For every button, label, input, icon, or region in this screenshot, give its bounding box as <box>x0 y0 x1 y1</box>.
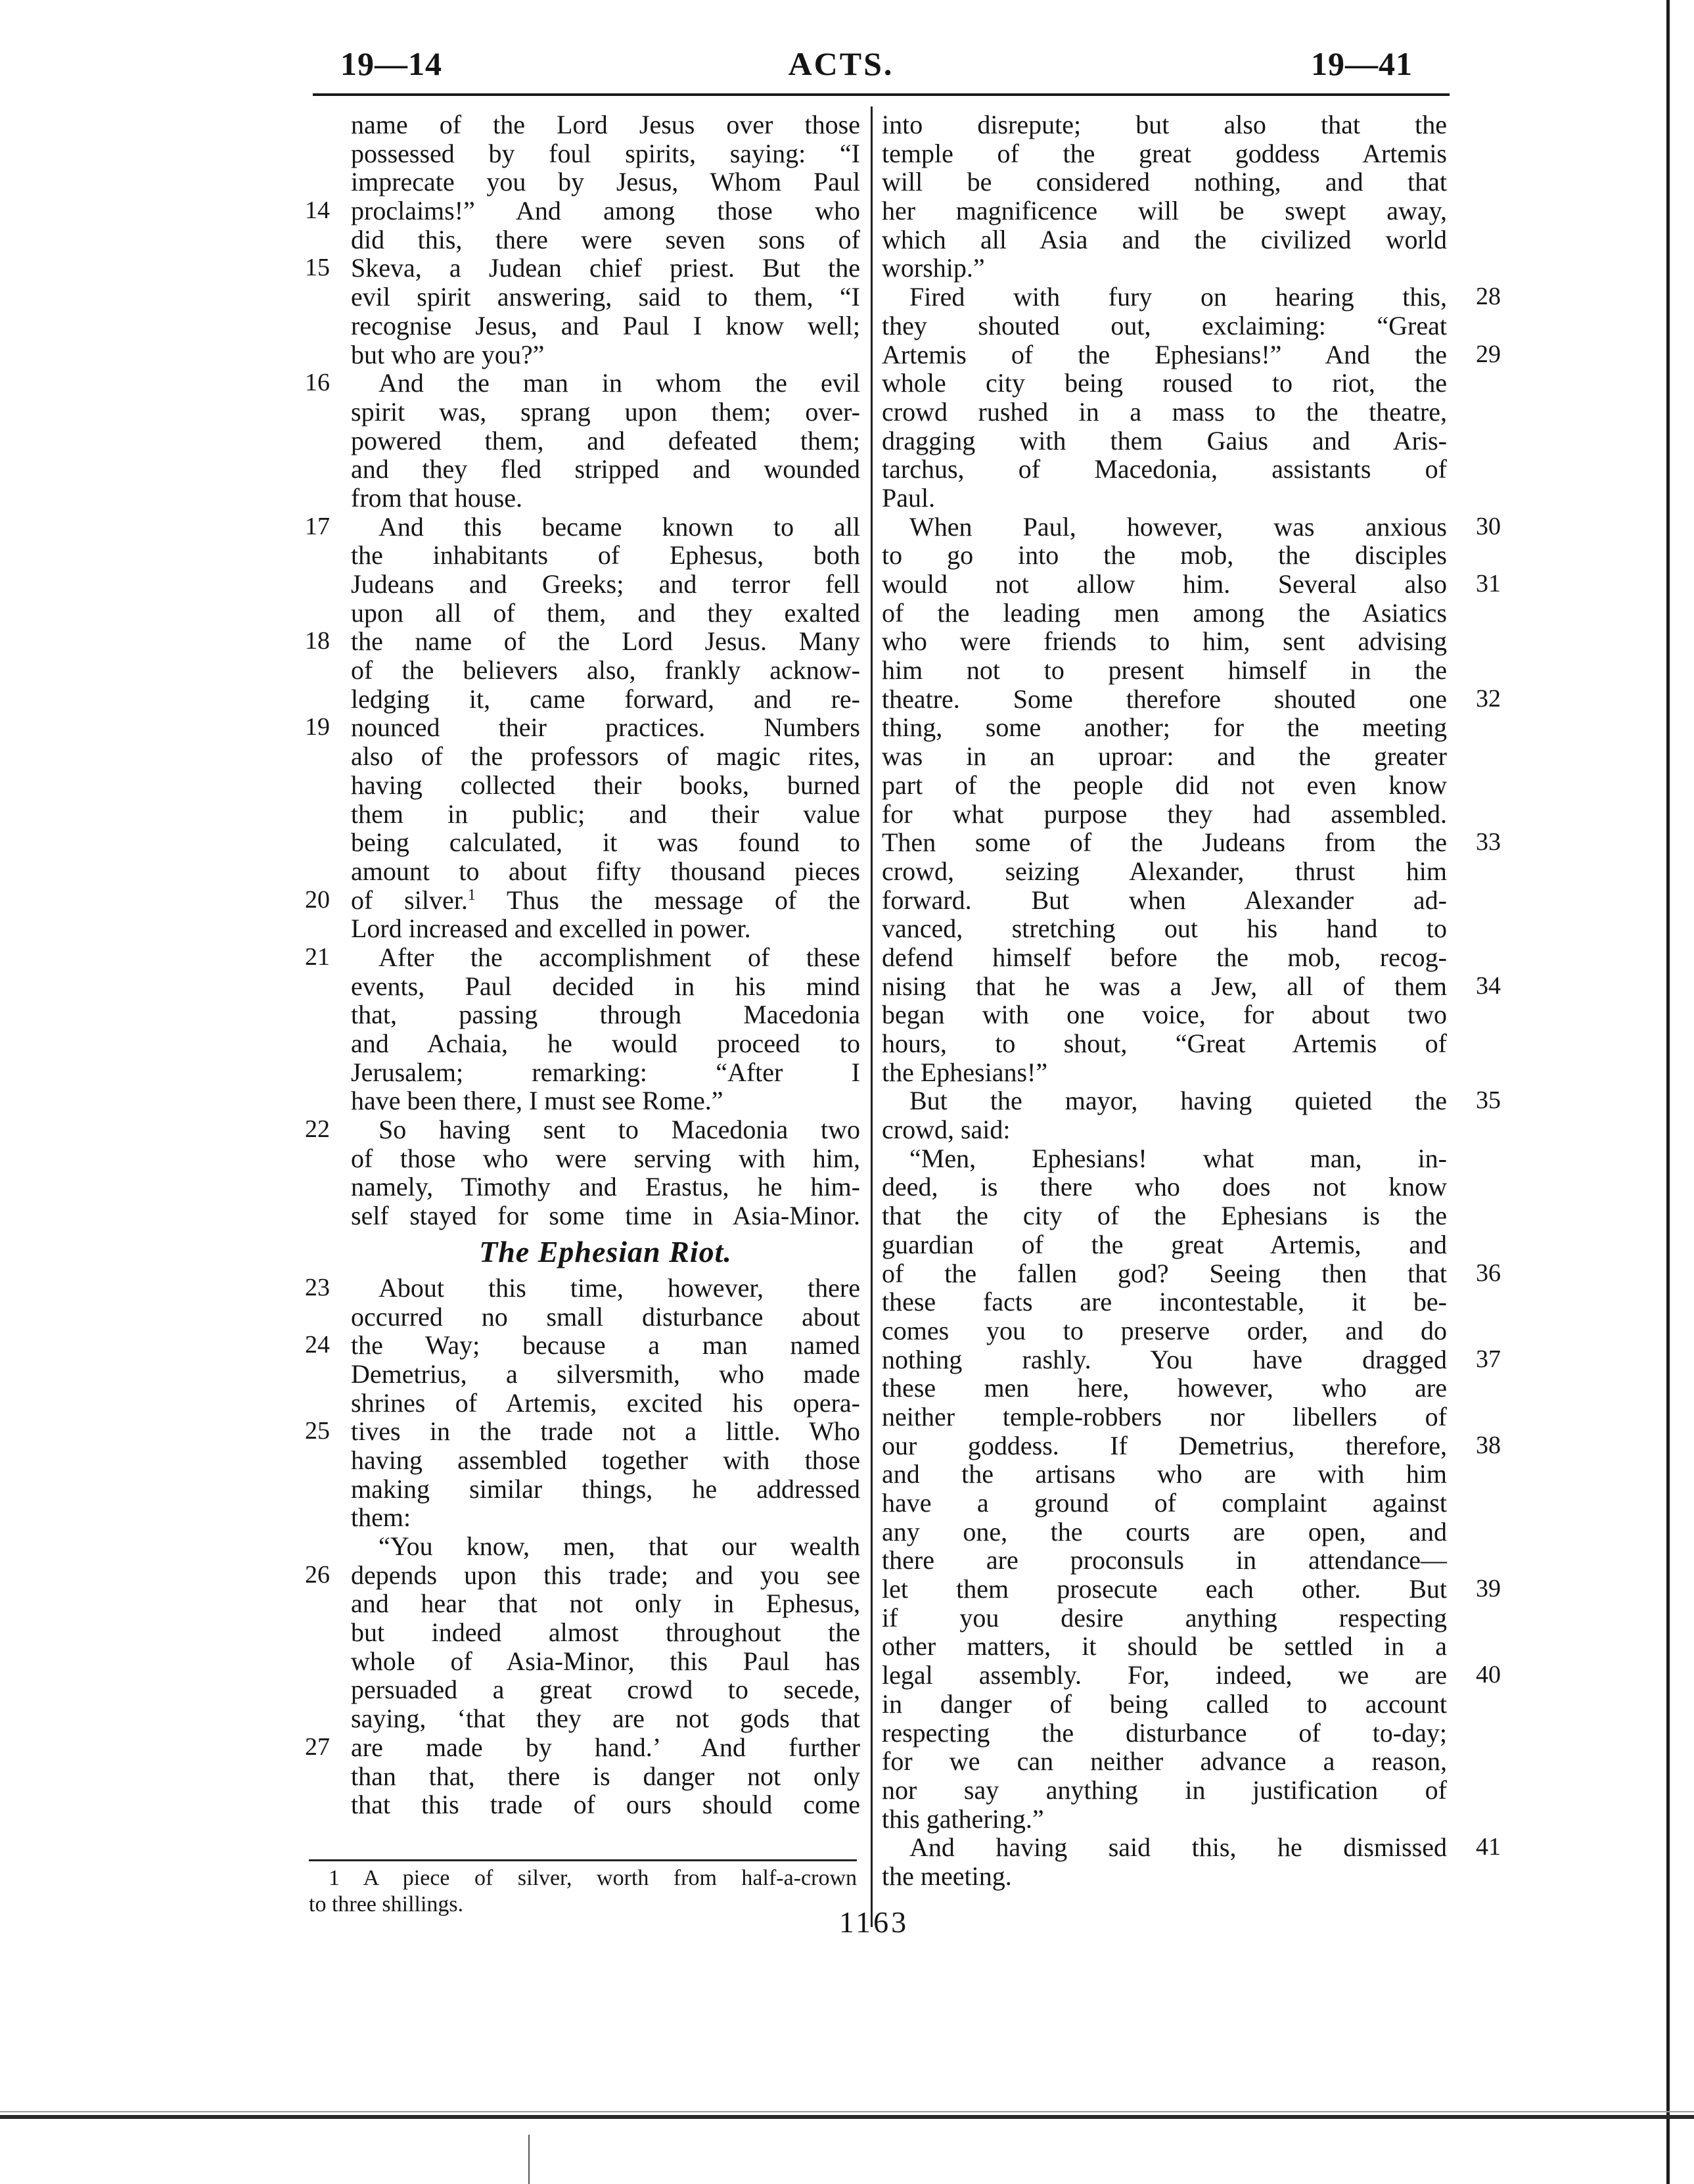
verse-text: Lord increased and excelled in power. <box>351 914 751 944</box>
verse-text: neither temple-robbers nor libellers of <box>882 1401 1447 1431</box>
verse-text: deed, is there who does not know <box>882 1172 1447 1202</box>
verse-text: the name of the Lord Jesus. Many <box>351 626 860 657</box>
footnote-text: A piece of silver, worth from half-a-crown <box>363 1866 857 1890</box>
verse-text: from that house. <box>351 482 523 513</box>
verse-text: forward. But when Alexander ad- <box>882 885 1447 915</box>
verse-line <box>882 1029 1447 1058</box>
verse-text: than that, there is danger not only <box>351 1761 860 1791</box>
footnote-rule <box>309 1859 857 1861</box>
verse-text: namely, Timothy and Erastus, he him- <box>351 1172 860 1202</box>
verse-line <box>305 857 860 886</box>
verse-line <box>882 1374 1447 1403</box>
verse-line <box>305 1303 860 1332</box>
verse-text: Then some of the Judeans from the <box>882 827 1447 858</box>
verse-text: crowd rushed in a mass to the theatre, <box>882 396 1447 427</box>
verse-line <box>882 1403 1447 1431</box>
verse-line <box>882 110 1447 139</box>
verse-line <box>882 369 1447 398</box>
verse-line <box>305 1144 860 1173</box>
verse-line <box>305 627 860 656</box>
verse-line <box>882 1690 1447 1719</box>
verse-text: they shouted out, exclaiming: “Great <box>882 310 1447 340</box>
verse-line <box>305 1589 860 1618</box>
verse-text: began with one voice, for about two <box>882 1000 1447 1030</box>
verse-line <box>882 1862 1447 1891</box>
verse-text: worship.” <box>882 253 985 283</box>
verse-line <box>882 656 1447 685</box>
verse-text: these facts are incontestable, it be- <box>882 1287 1447 1317</box>
verse-line <box>882 1201 1447 1230</box>
verse-text: part of the people did not even know <box>882 770 1447 800</box>
verse-number: 35 <box>1476 1086 1501 1115</box>
verse-text: comes you to preserve order, and do <box>882 1315 1447 1345</box>
verse-text: but indeed almost throughout the <box>351 1617 860 1648</box>
verse-line <box>305 943 860 972</box>
verse-line <box>882 800 1447 829</box>
verse-text: upon all of them, and they exalted <box>351 597 860 628</box>
verse-line <box>305 1475 860 1504</box>
verse-line <box>305 800 860 829</box>
verse-line <box>305 1417 860 1446</box>
verse-line <box>305 1173 860 1201</box>
verse-line <box>305 427 860 455</box>
verse-text: tives in the trade not a little. Who <box>351 1416 860 1447</box>
verse-line <box>305 225 860 254</box>
verse-number: 36 <box>1476 1259 1501 1287</box>
verse-text: Judeans and Greeks; and terror fell <box>351 569 860 599</box>
verse-text: of silver. <box>351 885 468 915</box>
verse-line <box>305 369 860 398</box>
verse-line <box>305 1561 860 1590</box>
verse-number: 40 <box>1476 1661 1501 1689</box>
verse-line <box>882 857 1447 886</box>
verse-line <box>305 168 860 197</box>
verse-text: Artemis of the Ephesians!” And the <box>882 339 1447 369</box>
verse-text: him not to present himself in the <box>882 655 1447 685</box>
verse-line <box>305 886 860 915</box>
verse-number: 37 <box>1476 1345 1501 1373</box>
verse-line <box>305 656 860 685</box>
verse-line <box>882 282 1501 312</box>
verse-line <box>882 1660 1501 1690</box>
verse-line <box>882 455 1447 484</box>
verse-line <box>882 1574 1501 1604</box>
verse-text: And this became known to all <box>378 511 860 542</box>
verse-line <box>882 742 1447 771</box>
left-column <box>305 110 860 1819</box>
verse-text: but who are you?” <box>351 339 545 369</box>
verse-text: nising that he was a Jew, all of them <box>882 971 1447 1001</box>
verse-line <box>305 312 860 340</box>
verse-line <box>305 1000 860 1029</box>
verse-text: being calculated, it was found to <box>351 827 860 858</box>
verse-text: whole of Asia-Minor, this Paul has <box>351 1646 860 1676</box>
verse-text: for we can neither advance a reason, <box>882 1746 1447 1777</box>
verse-text: thing, some another; for the meeting <box>882 712 1447 743</box>
verse-line <box>305 1058 860 1087</box>
verse-line <box>882 1518 1447 1546</box>
verse-line <box>305 1704 860 1733</box>
verse-text: temple of the great goddess Artemis <box>882 138 1447 168</box>
verse-text: nounced their practices. Numbers <box>351 712 860 743</box>
verse-line <box>882 1316 1447 1345</box>
verse-line <box>882 197 1447 225</box>
verse-text: let them prosecute each other. But <box>882 1574 1447 1604</box>
verse-text: to go into the mob, the disciples <box>882 540 1447 570</box>
verse-text: her magnificence will be swept away, <box>882 196 1447 226</box>
verse-text: defend himself before the mob, recog- <box>882 942 1447 972</box>
verse-text: dragging with them Gaius and Aris- <box>882 425 1447 455</box>
verse-line <box>305 1201 860 1230</box>
verse-line <box>305 828 860 857</box>
verse-line <box>882 627 1447 656</box>
verse-line <box>305 1790 860 1819</box>
verse-line <box>882 1460 1447 1489</box>
verse-line <box>305 771 860 800</box>
column-divider <box>871 106 873 1927</box>
section-heading: The Ephesian Riot. <box>479 1234 732 1268</box>
verse-line <box>305 1360 860 1389</box>
verse-text: Demetrius, a silversmith, who made <box>351 1359 860 1389</box>
verse-text: and the artisans who are with him <box>882 1459 1447 1489</box>
verse-text: of the fallen god? Seeing then that <box>882 1258 1447 1288</box>
verse-line <box>305 513 860 542</box>
verse-text: would not allow him. Several also <box>882 569 1447 599</box>
verse-text: the inhabitants of Ephesus, both <box>351 540 860 570</box>
verse-text: in danger of being called to account <box>882 1688 1447 1719</box>
verse-text: possessed by foul spirits, saying: “I <box>351 138 860 168</box>
verse-text: the Ephesians!” <box>882 1057 1048 1087</box>
verse-text: whole city being roused to riot, the <box>882 368 1447 398</box>
verse-line <box>882 484 1447 513</box>
verse-line <box>882 943 1447 972</box>
verse-text: crowd, seizing Alexander, thrust him <box>882 856 1447 886</box>
verse-text: When Paul, however, was anxious <box>909 511 1447 542</box>
verse-line <box>305 972 860 1001</box>
verse-number: 16 <box>305 369 330 397</box>
verse-text: hours, to shout, “Great Artemis of <box>882 1029 1447 1058</box>
verse-line <box>305 254 860 283</box>
verse-text: nor say anything in justification of <box>882 1775 1447 1805</box>
verse-text: and hear that not only in Ephesus, <box>351 1589 860 1619</box>
verse-number: 34 <box>1476 971 1501 1000</box>
verse-text: guardian of the great Artemis, and <box>882 1229 1447 1259</box>
verse-text: “You know, men, that our wealth <box>378 1531 860 1561</box>
verse-line <box>882 225 1447 254</box>
verse-line <box>305 1503 860 1532</box>
verse-text: And the man in whom the evil <box>378 368 860 398</box>
verse-text: crowd, said: <box>882 1115 1011 1145</box>
verse-line <box>305 1331 860 1360</box>
running-title: ACTS. <box>788 45 894 82</box>
verse-text: And having said this, he dismissed <box>909 1832 1447 1863</box>
verse-line <box>882 427 1447 455</box>
verse-text: who were friends to him, sent advising <box>882 626 1447 657</box>
left-text-block-1 <box>305 110 860 886</box>
verse-text: powered them, and defeated them; <box>351 425 860 455</box>
verse-text: there are proconsuls in attendance— <box>882 1545 1447 1575</box>
verse-text: Fired with fury on hearing this, <box>909 282 1447 312</box>
verse-text: also of the professors of magic rites, <box>351 741 860 772</box>
verse-line <box>882 914 1447 943</box>
verse-line <box>882 599 1447 628</box>
verse-text: So having sent to Macedonia two <box>378 1115 860 1145</box>
verse-line <box>882 771 1447 800</box>
verse-number: 26 <box>305 1560 330 1589</box>
verse-line <box>305 914 860 943</box>
verse-line <box>882 1086 1501 1116</box>
verse-text: imprecate you by Jesus, Whom Paul <box>351 167 860 197</box>
verse-text: respecting the disturbance of to-day; <box>882 1717 1447 1748</box>
verse-text: After the accomplishment of these <box>378 942 860 972</box>
verse-text: Thus the message of the <box>475 885 860 915</box>
verse-line <box>882 1776 1447 1805</box>
footnote-marker: 1 <box>329 1866 340 1890</box>
verse-text: are made by hand.’ And further <box>351 1732 860 1762</box>
left-text-block-2 <box>305 914 860 1230</box>
verse-line <box>305 713 860 742</box>
verse-text: But the mayor, having quieted the <box>909 1086 1447 1116</box>
verse-text: any one, the courts are open, and <box>882 1516 1447 1546</box>
verse-text: the meeting. <box>882 1861 1012 1891</box>
verse-line <box>882 886 1447 915</box>
verse-line <box>305 340 860 369</box>
verse-line <box>882 312 1447 340</box>
verse-line <box>882 1058 1447 1087</box>
footnote-line: to three shillings. <box>309 1892 464 1917</box>
verse-number: 33 <box>1476 828 1501 856</box>
page-number: 1163 <box>838 1905 909 1939</box>
verse-line <box>882 1719 1447 1748</box>
verse-number: 23 <box>305 1273 330 1301</box>
verse-text: have been there, I must see Rome.” <box>351 1086 723 1116</box>
verse-text: did this, there were seven sons of <box>351 224 860 254</box>
verse-line <box>305 197 860 225</box>
verse-line <box>882 684 1501 714</box>
header-rule <box>313 93 1450 96</box>
verse-text: occurred no small disturbance about <box>351 1301 860 1332</box>
verse-line <box>305 685 860 714</box>
verse-text: that, passing through Macedonia <box>351 1000 860 1030</box>
verse-text: of the leading men among the Asiatics <box>882 597 1447 628</box>
verse-text: nothing rashly. You have dragged <box>882 1344 1447 1374</box>
scan-right-edge <box>1666 0 1670 2184</box>
binding-mark <box>528 2135 530 2184</box>
verse-line <box>305 1446 860 1475</box>
verse-text: spirit was, sprang upon them; over- <box>351 396 860 427</box>
verse-text: saying, ‘that they are not gods that <box>351 1704 860 1734</box>
verse-text: theatre. Some therefore shouted one <box>882 684 1447 714</box>
verse-line <box>882 1258 1501 1288</box>
verse-line <box>305 1115 860 1144</box>
verse-line <box>882 254 1447 283</box>
verse-line <box>305 1029 860 1058</box>
verse-text: them: <box>351 1502 411 1533</box>
verse-text: was in an uproar: and the greater <box>882 741 1447 772</box>
right-column <box>882 110 1501 1891</box>
right-text-block <box>882 110 1501 1891</box>
verse-text: persuaded a great crowd to secede, <box>351 1675 860 1705</box>
verse-text: legal assembly. For, indeed, we are <box>882 1660 1447 1690</box>
verse-line <box>882 1430 1501 1460</box>
verse-text: Jerusalem; remarking: “After I <box>351 1057 860 1087</box>
verse-line <box>882 971 1501 1001</box>
verse-line <box>305 1274 860 1303</box>
verse-text: “Men, Ephesians! what man, in- <box>909 1143 1447 1173</box>
verse-text: into disrepute; but also that the <box>882 110 1447 139</box>
verse-text: shrines of Artemis, excited his opera- <box>351 1387 860 1418</box>
verse-line <box>882 827 1501 858</box>
verse-text: amount to about fifty thousand pieces <box>351 856 860 886</box>
verse-line <box>305 455 860 484</box>
verse-text: and they fled stripped and wounded <box>351 454 860 484</box>
verse-line <box>882 569 1501 599</box>
verse-line <box>882 541 1447 570</box>
verse-line <box>882 1000 1447 1029</box>
verse-line <box>882 1115 1447 1144</box>
footnote-reference: 1 <box>467 886 476 904</box>
verse-line <box>882 1344 1501 1374</box>
verse-text: Paul. <box>882 482 936 513</box>
left-text-block-3 <box>305 1274 860 1819</box>
verse-number: 24 <box>305 1331 330 1359</box>
verse-text: if you desire anything respecting <box>882 1602 1447 1633</box>
verse-text: recognise Jesus, and Paul I know well; <box>351 310 860 340</box>
verse-text: will be considered nothing, and that <box>882 167 1447 197</box>
verse-number: 20 <box>305 885 330 914</box>
footnote-line <box>309 1865 857 1892</box>
verse-text: these men here, however, who are <box>882 1373 1447 1403</box>
verse-text: depends upon this trade; and you see <box>351 1560 860 1590</box>
verse-line <box>882 1288 1447 1316</box>
verse-text: and Achaia, he would proceed to <box>351 1029 860 1058</box>
verse-line <box>305 1762 860 1791</box>
verse-line <box>305 742 860 771</box>
verse-number: 30 <box>1476 512 1501 540</box>
verse-line <box>305 1675 860 1704</box>
verse-text: other matters, it should be settled in a <box>882 1631 1447 1661</box>
verse-text: Skeva, a Judean chief priest. But the <box>351 253 860 283</box>
verse-line <box>305 1086 860 1115</box>
verse-line <box>305 398 860 427</box>
verse-number: 19 <box>305 713 330 741</box>
verse-line <box>882 1144 1447 1173</box>
verse-line <box>305 1647 860 1676</box>
verse-number: 39 <box>1476 1575 1501 1603</box>
verse-line <box>882 339 1501 369</box>
verse-line <box>305 139 860 168</box>
scan-bottom-shadow <box>0 2111 1694 2112</box>
verse-line <box>882 398 1447 427</box>
verse-number: 41 <box>1476 1833 1501 1861</box>
verse-text: which all Asia and the civilized world <box>882 224 1447 254</box>
verse-line <box>305 283 860 312</box>
verse-text: of the believers also, frankly acknow- <box>351 655 860 685</box>
verse-text: having collected their books, burned <box>351 770 860 800</box>
verse-line <box>882 713 1447 742</box>
verse-line <box>882 1805 1447 1834</box>
verse-text: this gathering.” <box>882 1803 1044 1834</box>
verse-line <box>305 541 860 570</box>
scan-bottom-edge <box>0 2115 1694 2119</box>
verse-number: 18 <box>305 627 330 655</box>
verse-line <box>882 1832 1501 1863</box>
verse-line <box>882 1546 1447 1575</box>
verse-number: 21 <box>305 942 330 971</box>
verse-line <box>305 1532 860 1561</box>
verse-text: tarchus, of Macedonia, assistants of <box>882 454 1447 484</box>
verse-text: evil spirit answering, said to them, “I <box>351 282 860 312</box>
verse-text: ledging it, came forward, and re- <box>351 684 860 714</box>
verse-text: for what purpose they had assembled. <box>882 799 1447 829</box>
verse-number: 28 <box>1476 283 1501 311</box>
verse-line <box>882 511 1501 542</box>
verse-number: 22 <box>305 1115 330 1144</box>
verse-text: have a ground of complaint against <box>882 1488 1447 1518</box>
verse-line <box>882 1489 1447 1518</box>
verse-number: 17 <box>305 512 330 540</box>
verse-text: that the city of the Ephesians is the <box>882 1201 1447 1231</box>
verse-line <box>305 599 860 628</box>
verse-text: making similar things, he addressed <box>351 1474 860 1504</box>
verse-number: 32 <box>1476 684 1501 712</box>
verse-line <box>882 1632 1447 1661</box>
verse-line <box>882 139 1447 168</box>
verse-text: events, Paul decided in his mind <box>351 971 860 1001</box>
verse-text: of those who were serving with him, <box>351 1143 860 1173</box>
verse-text: our goddess. If Demetrius, therefore, <box>882 1430 1447 1460</box>
verse-number: 31 <box>1476 570 1501 597</box>
verse-line <box>882 168 1447 197</box>
verse-text: name of the Lord Jesus over those <box>351 110 860 139</box>
verse-text: About this time, however, there <box>378 1272 860 1303</box>
verse-line <box>882 1173 1447 1201</box>
verse-line <box>305 570 860 599</box>
verse-line <box>305 1389 860 1418</box>
verse-number: 14 <box>305 197 330 225</box>
verse-line <box>882 1747 1447 1776</box>
verse-line <box>305 110 860 139</box>
verse-line <box>305 1618 860 1647</box>
verse-text: them in public; and their value <box>351 799 860 829</box>
header-right-reference: 19—41 <box>1311 45 1413 82</box>
verse-text: the Way; because a man named <box>351 1330 860 1360</box>
verse-number: 15 <box>305 254 330 282</box>
verse-line <box>305 1733 860 1762</box>
verse-text: self stayed for some time in Asia-Minor. <box>351 1201 860 1231</box>
verse-line <box>305 484 860 513</box>
header-left-reference: 19—14 <box>340 45 442 82</box>
verse-text: having assembled together with those <box>351 1445 860 1475</box>
verse-number: 29 <box>1476 340 1501 368</box>
verse-number: 38 <box>1476 1431 1501 1459</box>
verse-text: proclaims!” And among those who <box>351 196 860 226</box>
verse-line <box>882 1604 1447 1633</box>
verse-text: that this trade of ours should come <box>351 1790 860 1820</box>
verse-number: 25 <box>305 1417 330 1445</box>
verse-text: vanced, stretching out his hand to <box>882 914 1447 944</box>
verse-line <box>882 1230 1447 1259</box>
verse-number: 27 <box>305 1732 330 1761</box>
